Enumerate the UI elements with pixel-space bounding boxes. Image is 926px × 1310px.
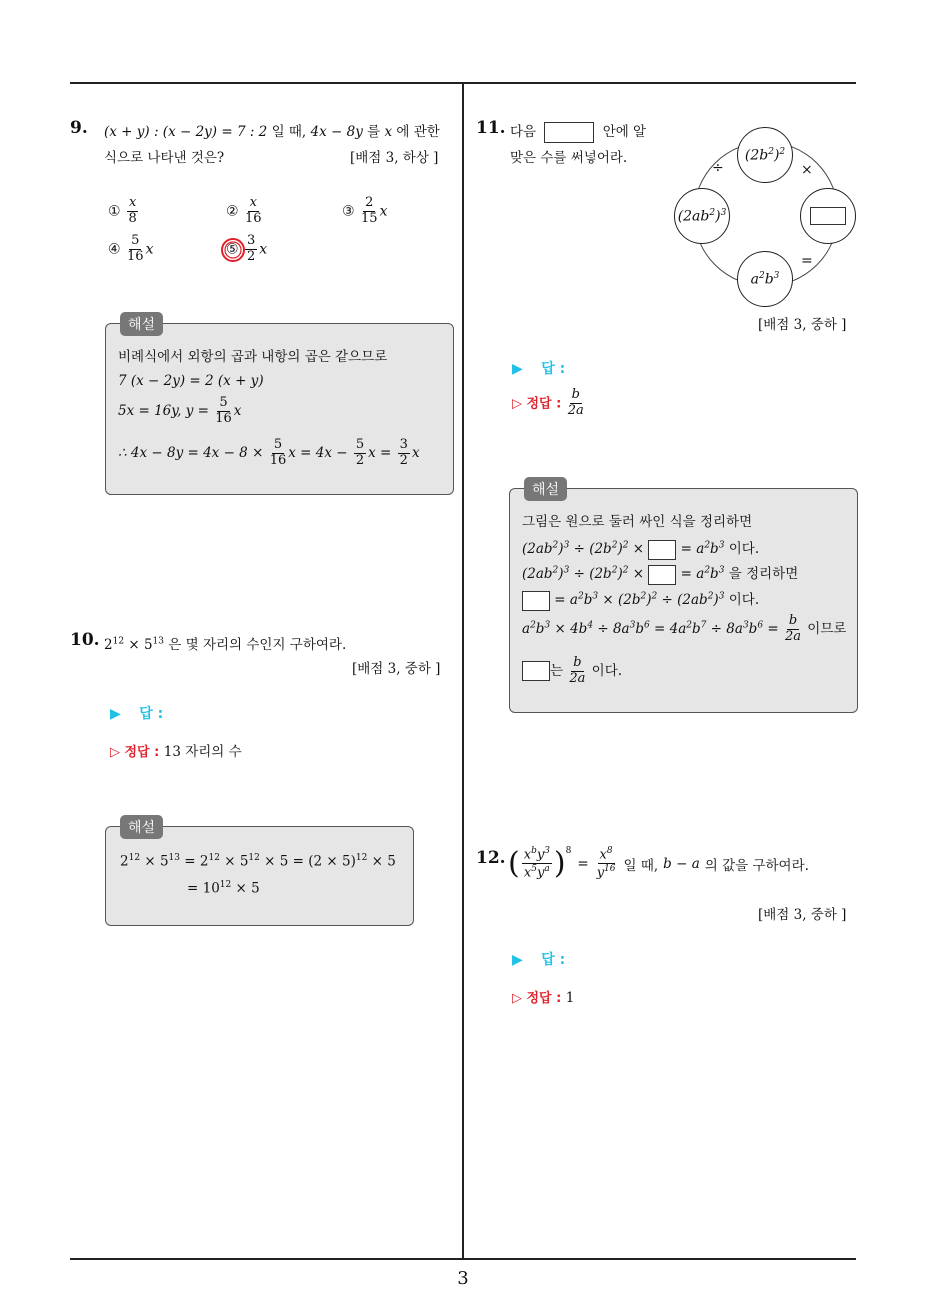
q11-line1: 다음 안에 알 (510, 120, 646, 143)
q11-blank-box[interactable] (544, 122, 594, 143)
q9-choice-2[interactable]: ② $\frac{x}{16}$ (226, 195, 262, 226)
correct-arrow-icon: ▷ (110, 745, 120, 760)
q12-score: [배점 3, 중하 ] (758, 907, 847, 923)
q12-correct-row: ▷ 정답 : 1 (512, 990, 575, 1006)
q9-sol-line3: 5x = 16y, y = $\frac{5}{16}$ x (118, 395, 242, 426)
q9-math3: x (384, 124, 393, 140)
q11-correct-row: ▷ 정답 : $\frac{b}{2a}$ (512, 387, 584, 418)
q9-choice-3[interactable]: ③ $\frac{2}{15}$ x (342, 195, 388, 226)
q10-answer-row[interactable] (110, 703, 163, 723)
q11-circle-bottom: $a^2b^3$ (737, 251, 793, 307)
q9-text-b: 를 (367, 124, 381, 140)
q11-number: 11. (476, 118, 506, 138)
q11-solution-tag: 해설 (524, 477, 567, 501)
q9-sol-line4: ∴ 4x − 8y = 4x − 8 × $\frac{5}{16}$ x = 4x − $\frac{5}{2}$ x = $\frac{3}{2}$ x (118, 437, 420, 468)
q11-circle-left: $(2ab^2)^3$ (674, 188, 730, 244)
q10-question: $2^{12} \times 5^{13}$ 은 몇 자리의 수인지 구하여라. (104, 636, 347, 653)
page-number: 3 (457, 1268, 469, 1289)
q11-sol-line5: $a^2b^3 \times 4b^4 \div 8a^3b^6 = 4a^2b^7 \div 8a^3b^6$ = $\frac{b}{2a}$ 이므로 (522, 613, 847, 644)
q9-answer-circle-mark (219, 236, 247, 264)
q11-sol-line4: = $a^2b^3 \times (2b^2)^2 \div (2ab^2)^3$ 이다. (522, 588, 759, 611)
q11-sol-line3: $(2ab^2)^3 \div (2b^2)^2$ × = $a^2b^3$ 을 정리하면 (522, 562, 798, 585)
q9-choice-4[interactable]: ④ $\frac{5}{16}$ x (108, 233, 154, 264)
q11-sol-line2: $(2ab^2)^3 \div (2b^2)^2$ × = $a^2b^3$ 이다. (522, 537, 759, 560)
q10-solution-tag: 해설 (120, 815, 163, 839)
q10-number: 10. (70, 630, 100, 650)
q12-answer-row[interactable]: ▶ 답 : (512, 952, 566, 968)
correct-arrow-icon: ▷ (512, 396, 522, 412)
q11-mul-sign: × (801, 162, 813, 178)
q9-sol-line2: 7 (x − 2y) = 2 (x + y) (118, 373, 264, 389)
q9-math1: (x + y) : (x − 2y) = 7 : 2 (104, 124, 268, 140)
q11-score: [배점 3, 중하 ] (758, 317, 847, 333)
q11-answer-row[interactable]: ▶ 답 : (512, 361, 566, 377)
q11-line2: 맞은 수를 써넣어라. (510, 150, 628, 166)
q11-diagram-blank[interactable] (810, 207, 846, 225)
q9-choice-1[interactable]: ① $\frac{x}{8}$ (108, 195, 137, 226)
correct-arrow-icon: ▷ (512, 991, 522, 1006)
q12-number: 12. (476, 848, 506, 868)
q9-sol-line1: 비례식에서 외항의 곱과 내항의 곱은 같으므로 (118, 349, 388, 365)
q10-sol-line1: $2^{12} \times 5^{13} = 2^{12} \times 5^{12} \times 5 = (2 \times 5)^{12} \times 5$ (120, 853, 396, 870)
q9-math2: 4x − 8y (310, 124, 363, 140)
q10-score: [배점 3, 중하 ] (352, 661, 441, 677)
q10-sol-line2: = $10^{12} \times 5$ (187, 880, 260, 897)
q12-question: ( $\frac{x^by^3}{x^5y^a}$ ) $^8$ = $\frac{x^8}{y^{16}}$ 일 때, b − a 의 값을 구하여라. (508, 846, 809, 882)
q9-line2: 식으로 나타낸 것은? (104, 150, 225, 166)
q11-div-sign: ÷ (712, 160, 724, 176)
q9-text-a: 일 때, (271, 124, 307, 140)
q9-text-c: 에 관한 (396, 124, 440, 140)
q11-circle-top: $(2b^2)^2$ (737, 127, 793, 183)
q10-correct-row: ▷ 정답 : 13 자리의 수 (110, 744, 242, 760)
q11-circle-right (800, 188, 856, 244)
bottom-rule (70, 1258, 856, 1260)
q9-line1 (104, 120, 440, 140)
answer-arrow-icon: ▶ (512, 361, 523, 377)
column-divider (462, 83, 464, 1258)
answer-arrow-icon: ▶ (512, 952, 523, 968)
q10-correct-value: 13 자리의 수 (163, 744, 242, 760)
answer-arrow-icon: ▶ (110, 706, 121, 722)
q10-answer-label: 답 : (139, 706, 164, 722)
q9-solution-tag: 해설 (120, 312, 163, 336)
q9-choice-5[interactable]: ⑤ $\frac{3}{2}$ x (226, 233, 268, 264)
q9-score: [배점 3, 하상 ] (350, 150, 439, 166)
q11-sol-line6: 는 $\frac{b}{2a}$ 이다. (522, 656, 622, 687)
q11-eq-sign: = (801, 253, 813, 269)
q11-sol-line1: 그림은 원으로 둘러 싸인 식을 정리하면 (522, 514, 753, 530)
q9-number: 9. (70, 118, 88, 138)
q10-solution-box (105, 826, 414, 926)
